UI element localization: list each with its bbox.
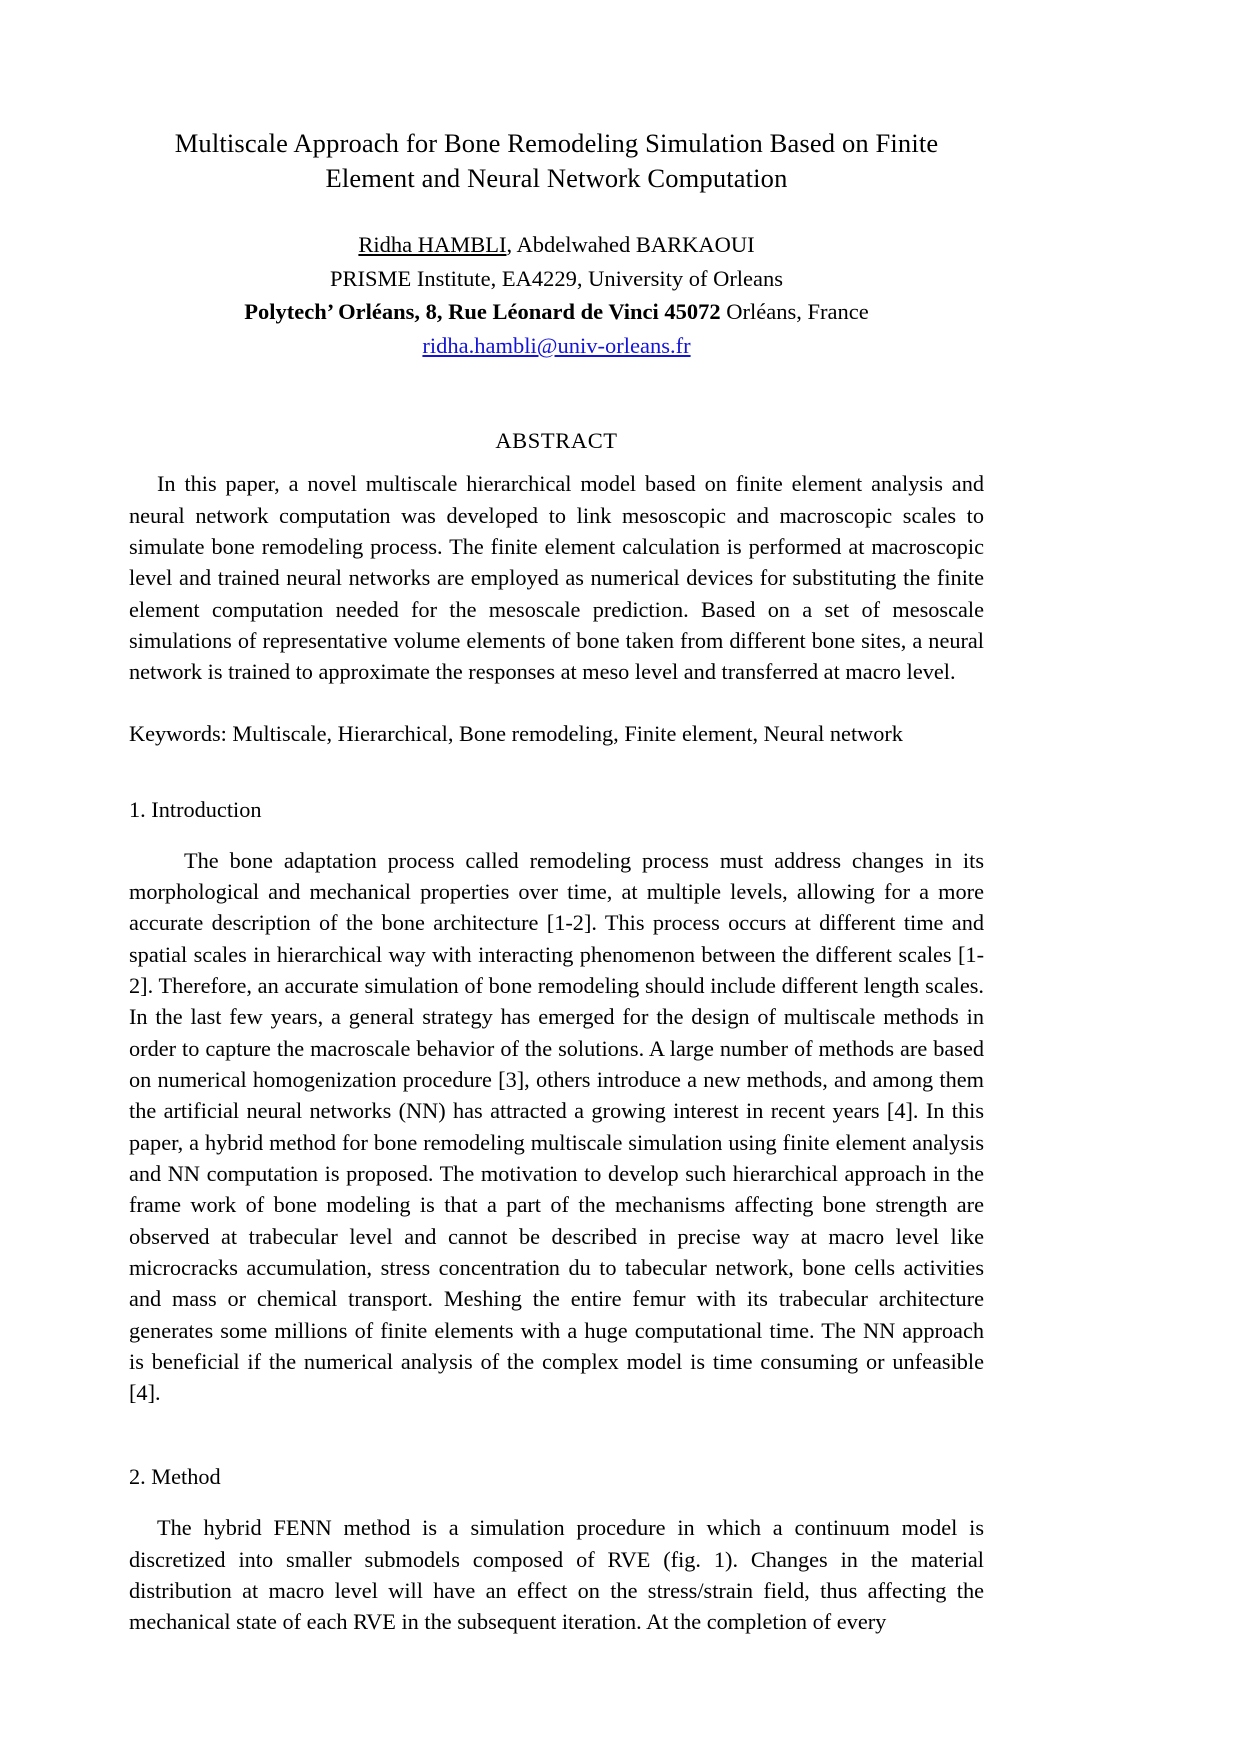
affiliation-line: PRISME Institute, EA4229, University of Orleans	[329, 265, 784, 291]
abstract-heading: ABSTRACT	[495, 428, 618, 454]
title-line-2: Element and Neural Network Computation	[325, 163, 788, 194]
keywords-line	[129, 718, 984, 749]
author-primary: Ridha HAMBLI	[358, 232, 507, 258]
abstract-text: In this paper, a novel multiscale hierarchical model based on finite element analysis and neural network computation was developed to link mesoscopic and macroscopic scales to simulate bone remodeling process. The finite element calculation is performed at macroscopic level and trained neural networks are employed as numerical devices for substituting the finite element computation needed for the mesoscale prediction. Based on a set of mesoscale simulations of representative volume elements of bone taken from different bone sites, a neural network is trained to approximate the responses at meso level and transferred at macro level.	[129, 471, 984, 685]
introduction-text: The bone adaptation process called remodeling process must address changes in its morphological and mechanical properties over time, at multiple levels, allowing for a more accurate description of the bone architecture [1-2]. This process occurs at different time and spatial scales in hierarchical way with interacting phenomenon between the different scales [1-2]. Therefore, an accurate simulation of bone remodeling should include different length scales. In the last few years, a general strategy has emerged for the design of multiscale methods in order to capture the macroscale behavior of the solutions. A large number of methods are based on numerical homogenization procedure [3], others introduce a new methods, and among them the artificial neural networks (NN) has attracted a growing interest in recent years [4]. In this paper, a hybrid method for bone remodeling multiscale simulation using finite element analysis and NN computation is proposed. The motivation to develop such hierarchical approach in the frame work of bone modeling is that a part of the mechanisms affecting bone strength are observed at trabecular level and cannot be described in precise way at macro level like microcracks accumulation, stress concentration du to tabecular network, bone cells activities and mass or chemical transport. Meshing the entire femur with its trabecular architecture generates some millions of finite elements with a huge computational time. The NN approach is beneficial if the numerical analysis of the complex model is time consuming or unfeasible [4].	[129, 847, 984, 1406]
author-secondary: , Abdelwahed BARKAOUI	[506, 232, 755, 258]
author-email-link[interactable]: ridha.hambli@univ-orleans.fr	[422, 332, 691, 358]
address-line	[129, 301, 984, 324]
keywords-label: Keywords:	[129, 720, 227, 746]
author-block	[129, 234, 984, 357]
section-heading-method: 2. Method	[129, 1464, 221, 1490]
keywords-text: Multiscale, Hierarchical, Bone remodeling, Finite element, Neural network	[226, 720, 903, 746]
title-line-1: Multiscale Approach for Bone Remodeling Simulation Based on Finite	[174, 128, 939, 158]
abstract-paragraph	[129, 468, 984, 687]
author-names-line	[129, 234, 984, 257]
page-title	[129, 0, 984, 196]
address-rest: Orléans, France	[720, 299, 869, 325]
section-heading-introduction: 1. Introduction	[129, 796, 262, 822]
introduction-paragraph	[129, 845, 984, 1409]
address-bold: Polytech’ Orléans, 8, Rue Léonard de Vinci 45072	[244, 299, 721, 325]
method-text: The hybrid FENN method is a simulation procedure in which a continuum model is discretized into smaller submodels composed of RVE (fig. 1). Changes in the material distribution at macro level will have an effect on the stress/strain field, thus affecting the mechanical state of each RVE in the subsequent iteration. At the completion of every	[129, 1515, 984, 1635]
page-content	[129, 0, 984, 1660]
method-paragraph	[129, 1512, 984, 1637]
email-line	[129, 332, 984, 358]
